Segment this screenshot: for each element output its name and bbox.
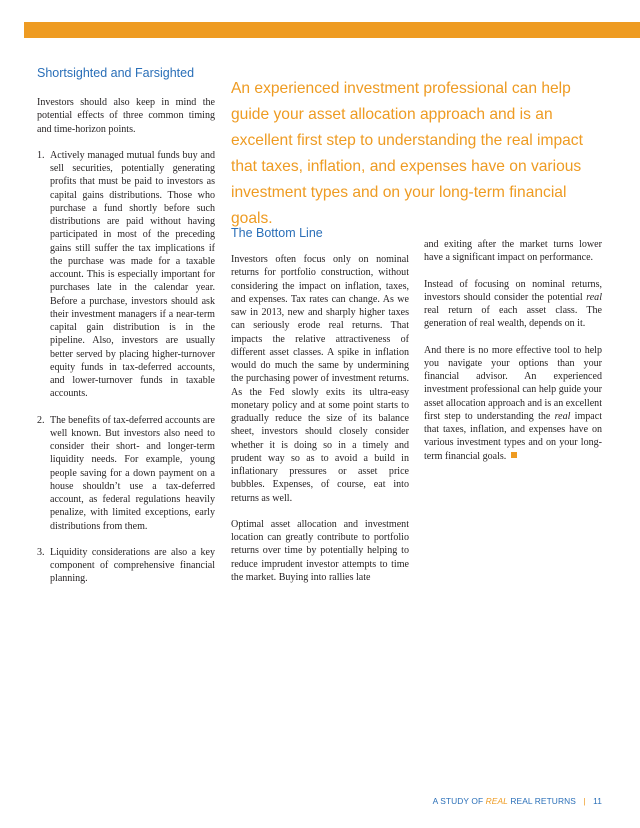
section-heading-bottom-line: The Bottom Line — [231, 226, 323, 240]
text-run: real return of each asset class. The generation of real wealth, depends on it. — [424, 305, 602, 330]
list-item-text: Actively managed mutual funds buy and sell securities, potentially generating profits that must be paid to investors as capital gains distributions. Those who purchase a fund shortly before such distributions are paid without having participated in most of the preceding gains still suffer the tax implications if the purchase was made for a taxable account. This is especially important for purchases late in the calendar year. Before a purchase, investors should ask their investment managers if a near-term capital gain distribution is in the pipeline. Also, investors are usually better served by placing higher-turnover equity funds in tax-deferred accounts, and lower-turnover funds in taxable accounts. — [50, 149, 215, 400]
end-mark-icon — [511, 452, 517, 458]
emphasis-real: real — [554, 410, 571, 422]
list-item-number: 1. — [37, 149, 45, 161]
footer-title-suffix: REAL RETURNS — [510, 796, 576, 806]
text-run: And there is no more effective tool to help you navigate your options than your financial advisor. An experienced investment professional can help guide your asset allocation approach and is an excellent first step to understanding the — [424, 344, 602, 422]
list-item-text: The benefits of tax-deferred accounts are well known. But investors also need to consider their short- and longer-term liquidity needs. For example, young people saving for a down payment on a house shouldn’t use a tax-deferred account, as federal regulations heavily penalize, with limited exceptions, early distributions from them. — [50, 414, 215, 532]
list-item-number: 2. — [37, 414, 45, 426]
emphasis-real: real — [586, 291, 602, 303]
footer-separator: | — [583, 796, 586, 806]
right-column — [424, 238, 602, 463]
body-paragraph: Investors often focus only on nominal returns for portfolio construction, without considering the impact on inflation, taxes, and expenses. Tax rates can change. As we saw in 2013, new and sharply higher taxes can seriously erode real returns. That impacts the relative attractiveness of different asset classes. A spike in inflation would do much the same by undermining the purchasing power of investment returns. As the Fed slowly exits its ultra-easy monetary policy and at some point starts to gradually reduce the size of its balance sheet, investors should closely consider whether it is doing so in a timely and prudent way so as to avoid a build in inflationary pressures or asset price bubbles. Expenses, of course, eat into returns as well. — [231, 254, 409, 504]
intro-paragraph: Investors should also keep in mind the potential effects of three common timing and time-horizon points. — [37, 97, 215, 135]
middle-column — [231, 253, 409, 584]
body-paragraph — [424, 344, 602, 463]
list-item — [37, 546, 215, 586]
text-run: Instead of focusing on nominal returns, investors should consider the potential — [424, 278, 602, 303]
section-heading-shortsighted: Shortsighted and Farsighted — [37, 66, 195, 80]
body-paragraph: and exiting after the market turns lower have a significant impact on performance. — [424, 239, 602, 264]
list-item — [37, 149, 215, 401]
footer-title-real: REAL — [485, 796, 508, 806]
body-paragraph — [424, 278, 602, 331]
body-paragraph: Optimal asset allocation and investment location can greatly contribute to portfolio returns over time by potentially helping to reduce imprudent investor attempts to time the market. Buying into rallies late — [231, 518, 409, 583]
left-column — [37, 96, 215, 599]
list-item — [37, 414, 215, 533]
page-footer — [433, 796, 602, 806]
text-run: impact that taxes, inflation, and expenses have on various investment types and on your long-term financial goals. — [424, 410, 602, 462]
list-item-text: Liquidity considerations are also a key component of comprehensive financial planning. — [50, 546, 215, 585]
page-number: 11 — [593, 796, 602, 806]
footer-title-prefix: A STUDY OF — [432, 796, 484, 806]
header-accent-bar — [24, 22, 640, 38]
pull-quote: An experienced investment professional can help guide your asset allocation approach and is an excellent first step to understanding the real impact that taxes, inflation, and expenses have on various investment types and on your long-term financial goals. — [231, 80, 583, 227]
list-item-number: 3. — [37, 546, 45, 558]
timing-points-list — [37, 149, 215, 586]
